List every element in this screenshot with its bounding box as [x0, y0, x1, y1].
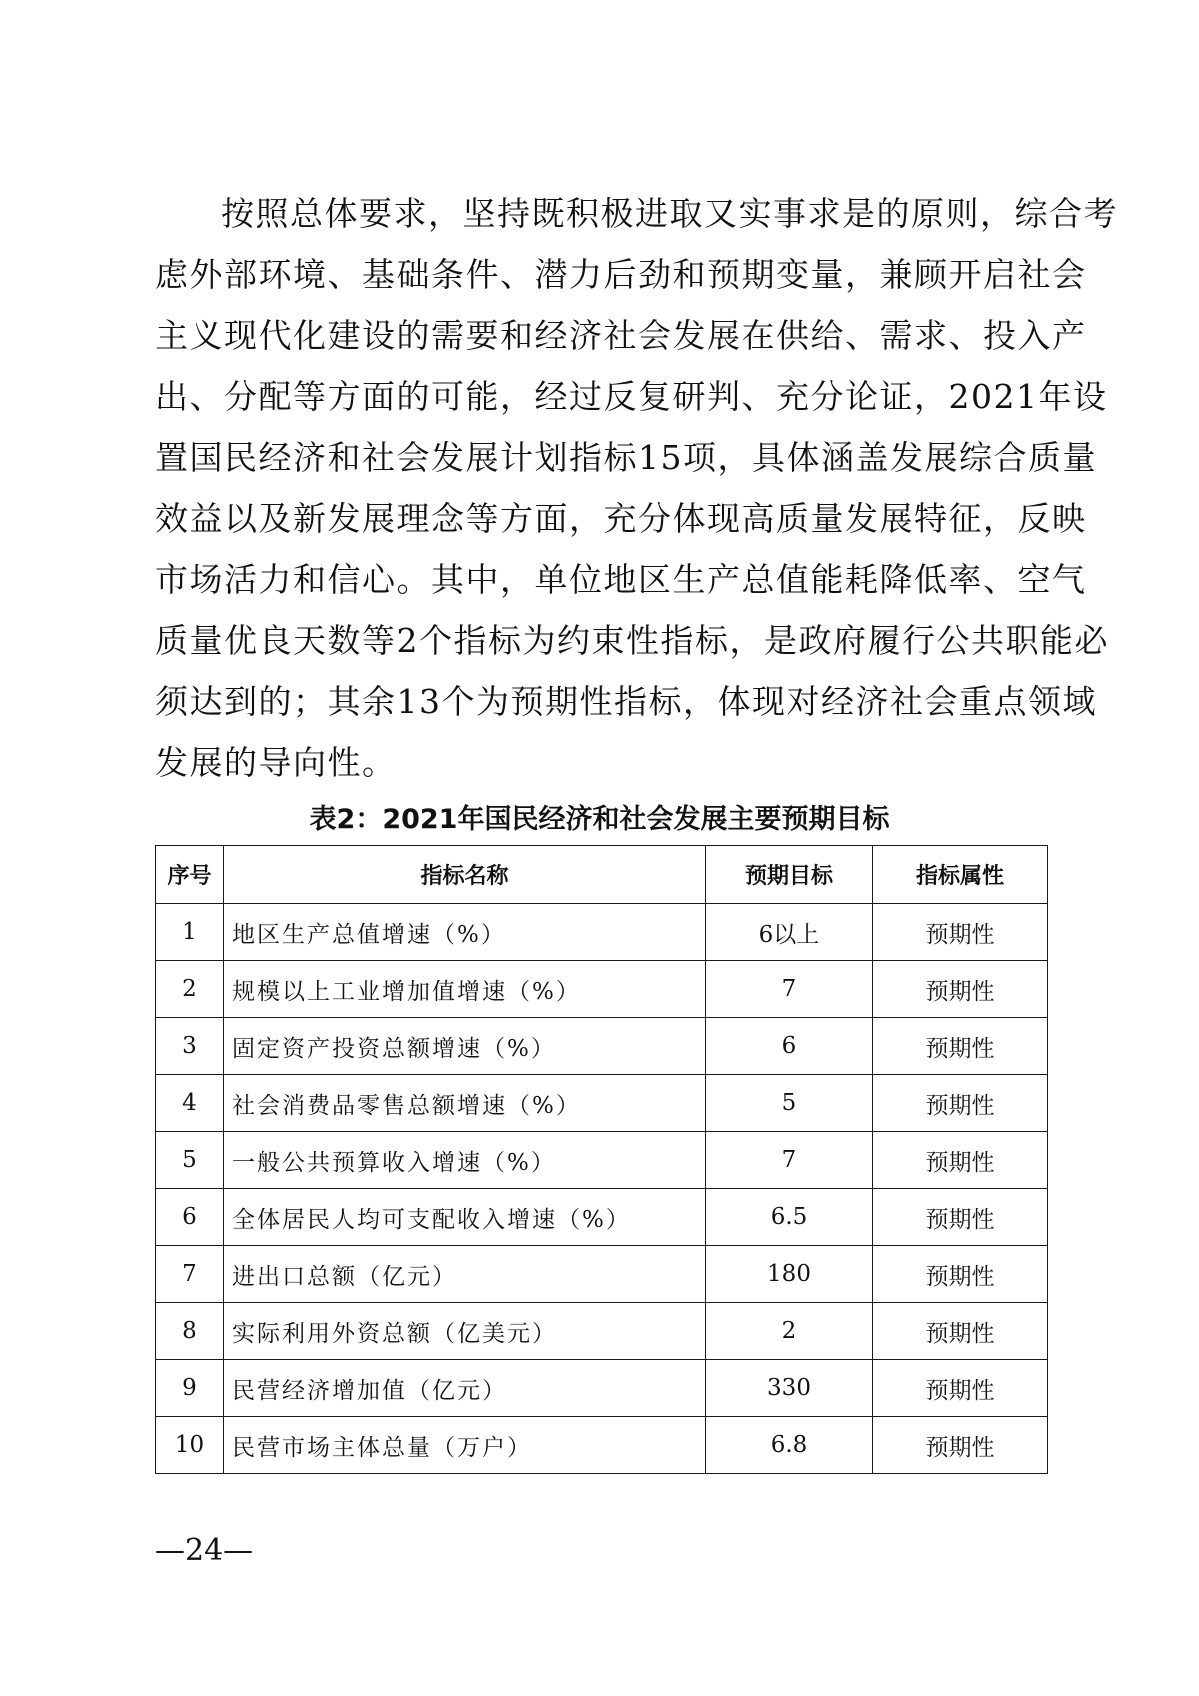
expected-target: 6以上 — [706, 904, 873, 961]
table-row — [156, 961, 1048, 1018]
indicator-attribute: 预期性 — [873, 904, 1048, 961]
row-number: 1 — [156, 904, 224, 961]
table-row — [156, 1189, 1048, 1246]
indicator-attribute: 预期性 — [873, 1018, 1048, 1075]
indicator-name: 规模以上工业增加值增速（%） — [224, 961, 706, 1018]
table-row — [156, 1360, 1048, 1417]
expected-target: 5 — [706, 1075, 873, 1132]
expected-target: 7 — [706, 1132, 873, 1189]
table-body — [156, 904, 1048, 1474]
indicator-name: 社会消费品零售总额增速（%） — [224, 1075, 706, 1132]
row-number: 9 — [156, 1360, 224, 1417]
table-row — [156, 1303, 1048, 1360]
expected-target: 2 — [706, 1303, 873, 1360]
expected-target: 180 — [706, 1246, 873, 1303]
paragraph-line: 按照总体要求，坚持既积极进取又实事求是的原则，综合考 — [221, 194, 1118, 233]
table-row — [156, 1018, 1048, 1075]
indicator-attribute: 预期性 — [873, 1303, 1048, 1360]
table-header-row — [156, 846, 1048, 904]
page-number: —24— — [155, 1533, 254, 1568]
indicator-attribute: 预期性 — [873, 1132, 1048, 1189]
paragraph-line: 虑外部环境、基础条件、潜力后劲和预期变量，兼顾开启社会 — [155, 255, 1087, 294]
indicator-name: 民营市场主体总量（万户） — [224, 1417, 706, 1474]
table-row — [156, 904, 1048, 961]
header-name: 指标名称 — [224, 846, 706, 904]
paragraph-line: 主义现代化建设的需要和经济社会发展在供给、需求、投入产 — [155, 316, 1087, 355]
indicator-name: 进出口总额（亿元） — [224, 1246, 706, 1303]
table-row — [156, 1246, 1048, 1303]
row-number: 7 — [156, 1246, 224, 1303]
indicator-attribute: 预期性 — [873, 1360, 1048, 1417]
indicator-name: 地区生产总值增速（%） — [224, 904, 706, 961]
row-number: 4 — [156, 1075, 224, 1132]
table-row — [156, 1417, 1048, 1474]
table-row — [156, 1132, 1048, 1189]
indicator-table — [155, 845, 1048, 1474]
row-number: 6 — [156, 1189, 224, 1246]
row-number: 3 — [156, 1018, 224, 1075]
indicator-name: 固定资产投资总额增速（%） — [224, 1018, 706, 1075]
table-row — [156, 1075, 1048, 1132]
table-title: 表2：2021年国民经济和社会发展主要预期目标 — [309, 804, 890, 835]
indicator-attribute: 预期性 — [873, 961, 1048, 1018]
body-paragraph — [155, 183, 1118, 793]
paragraph-line: 效益以及新发展理念等方面，充分体现高质量发展特征，反映 — [155, 499, 1087, 538]
header-target: 预期目标 — [706, 846, 873, 904]
indicator-attribute: 预期性 — [873, 1075, 1048, 1132]
header-attr: 指标属性 — [873, 846, 1048, 904]
indicator-name: 民营经济增加值（亿元） — [224, 1360, 706, 1417]
indicator-name: 一般公共预算收入增速（%） — [224, 1132, 706, 1189]
row-number: 10 — [156, 1417, 224, 1474]
expected-target: 6.5 — [706, 1189, 873, 1246]
expected-target: 6.8 — [706, 1417, 873, 1474]
paragraph-line: 市场活力和信心。其中，单位地区生产总值能耗降低率、空气 — [155, 560, 1087, 599]
expected-target: 6 — [706, 1018, 873, 1075]
expected-target: 330 — [706, 1360, 873, 1417]
paragraph-line: 须达到的；其余13个为预期性指标，体现对经济社会重点领域 — [155, 682, 1097, 721]
indicator-attribute: 预期性 — [873, 1189, 1048, 1246]
indicator-attribute: 预期性 — [873, 1417, 1048, 1474]
expected-target: 7 — [706, 961, 873, 1018]
paragraph-line: 发展的导向性。 — [155, 743, 397, 782]
indicator-name: 实际利用外资总额（亿美元） — [224, 1303, 706, 1360]
row-number: 5 — [156, 1132, 224, 1189]
row-number: 2 — [156, 961, 224, 1018]
indicator-attribute: 预期性 — [873, 1246, 1048, 1303]
indicator-name: 全体居民人均可支配收入增速（%） — [224, 1189, 706, 1246]
paragraph-line: 置国民经济和社会发展计划指标15项，具体涵盖发展综合质量 — [155, 438, 1097, 477]
paragraph-line: 质量优良天数等2个指标为约束性指标，是政府履行公共职能必 — [155, 621, 1109, 660]
row-number: 8 — [156, 1303, 224, 1360]
paragraph-line: 出、分配等方面的可能，经过反复研判、充分论证，2021年设 — [155, 377, 1108, 416]
header-no: 序号 — [156, 846, 224, 904]
